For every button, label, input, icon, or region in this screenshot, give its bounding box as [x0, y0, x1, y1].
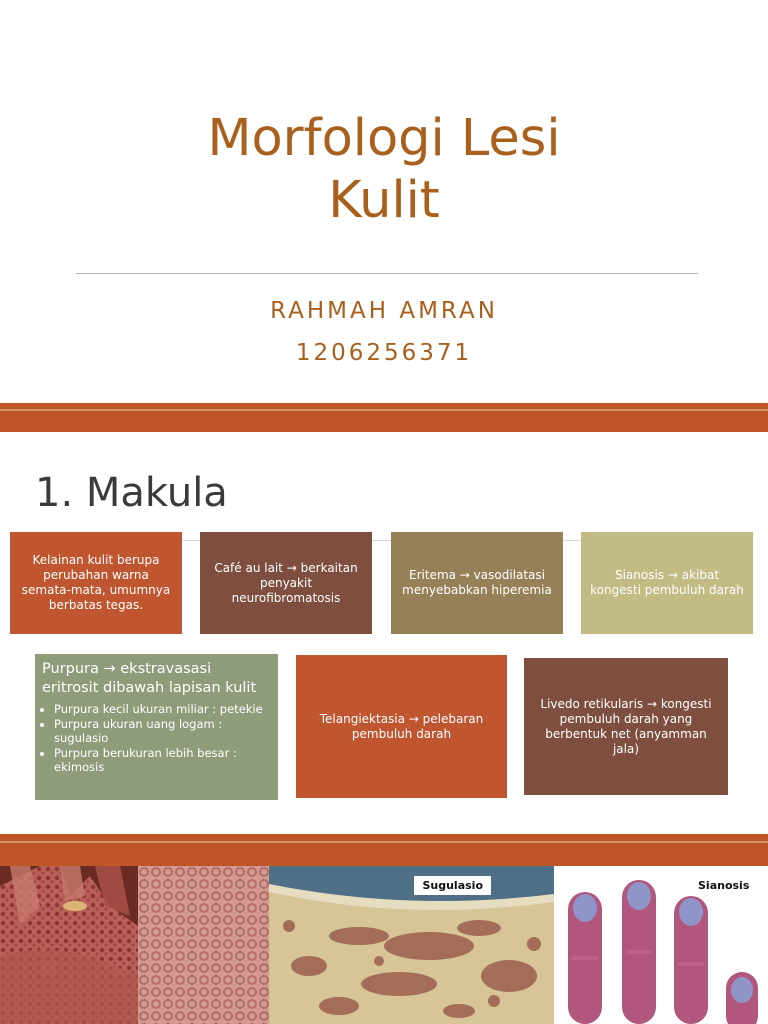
connector-line [182, 540, 200, 541]
slide-title [0, 108, 768, 232]
title-line-2: Kulit [328, 171, 440, 230]
eritema-box [391, 532, 563, 634]
photo-strip [0, 866, 768, 1024]
box-text: Telangiektasia → pelebaran pembuluh darah [319, 711, 484, 741]
title-line-1: Morfologi Lesi [207, 109, 561, 168]
list-item: • Purpura ukuran uang logam : sugulasio [54, 717, 271, 745]
box-text: Sianosis → akibat kongesti pembuluh darah [590, 568, 744, 597]
definition-box [10, 532, 182, 634]
student-id: 1206256371 [295, 340, 473, 366]
hand-purpura-image [0, 866, 138, 1024]
list-item: • Purpura kecil ukuran miliar : petekie [54, 702, 271, 716]
livedo-photo [138, 866, 269, 1024]
connector-line [563, 540, 581, 541]
telangiektasia-box [296, 655, 507, 798]
box-text: Livedo retikularis → kongesti pembuluh darah yang berbentuk net (anyamman jala) [540, 696, 712, 756]
makula-slide [0, 432, 768, 834]
slide-divider-band [0, 403, 768, 432]
sianosis-box [581, 532, 753, 634]
sugulasio-photo [269, 866, 554, 1024]
purpura-list [42, 702, 271, 775]
purpura-box [35, 654, 278, 800]
sianosis-photo [554, 866, 768, 1024]
slide-divider-band [0, 834, 768, 866]
connector-line [372, 540, 391, 541]
title-slide [0, 0, 768, 403]
livedo-box [524, 658, 728, 795]
sugulasio-label: Sugulasio [414, 876, 491, 895]
list-item: • Purpura berukuran lebih besar : ekimosis [54, 746, 271, 774]
cafe-au-lait-box [200, 532, 372, 634]
section-heading: 1. Makula [35, 470, 228, 516]
sugulasio-image [269, 866, 554, 1024]
purpura-heading: Purpura → ekstravasasi eritrosit dibawah lapisan kulit [42, 661, 257, 696]
box-text: Kelainan kulit berupa perubahan warna semata-mata, umumnya berbatas tegas. [21, 553, 171, 612]
hand-purpura-photo [0, 866, 138, 1024]
author-name: RAHMAH AMRAN [270, 298, 498, 324]
sianosis-label: Sianosis [690, 876, 757, 895]
box-text: Café au lait → berkaitan penyakit neurofibromatosis [214, 560, 358, 605]
box-text: Eritema → vasodilatasi menyebabkan hiperemia [402, 568, 552, 597]
livedo-image [138, 866, 269, 1024]
title-divider [76, 273, 698, 274]
